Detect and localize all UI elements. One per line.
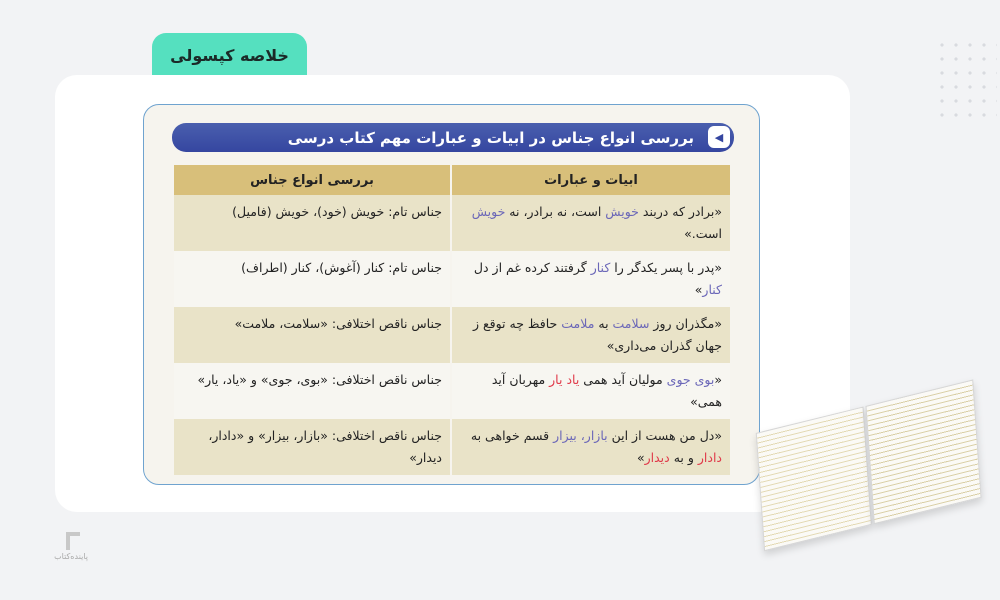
verse-cell: «مگذران روز سلامت به ملامت حافظ چه توقع ز جهان گذران می‌داری» — [451, 307, 730, 363]
table-row — [173, 419, 730, 475]
book-right-page — [865, 379, 981, 524]
verse-cell: «بوی جوی مولیان آید همی یاد یار مهربان آید همی» — [451, 363, 730, 419]
analysis-cell: جناس ناقص اختلافی: «بازار، بیزار» و «دادار، دیدار» — [173, 419, 451, 475]
verse-cell: «دل من هست از این بازار، بیزار قسم خواهی به دادار و به دیدار» — [451, 419, 730, 475]
table-row — [173, 307, 730, 363]
excerpt-title: بررسی انواع جناس در ابیات و عبارات مهم کتاب درسی — [287, 128, 694, 147]
verse-cell: «پدر با پسر یکدگر را کنار گرفتند کرده غم از دل کنار» — [451, 251, 730, 307]
textbook-excerpt — [143, 104, 760, 485]
section-tab: خلاصه کپسولی — [152, 33, 307, 77]
brand-logo — [54, 532, 88, 561]
column-header-verses: ابیات و عبارات — [451, 165, 730, 195]
column-header-analysis: بررسی انواع جناس — [173, 165, 451, 195]
analysis-cell: جناس تام: کنار (آغوش)، کنار (اطراف) — [173, 251, 451, 307]
logo-text: پاینده‌کتاب — [54, 552, 88, 561]
triangle-left-icon: ◀ — [708, 126, 730, 148]
table-row — [173, 195, 730, 251]
analysis-cell: جناس ناقص اختلافی: «بوی، جوی» و «یاد، یار» — [173, 363, 451, 419]
analysis-cell: جناس ناقص اختلافی: «سلامت، ملامت» — [173, 307, 451, 363]
jenas-table — [172, 165, 730, 475]
logo-mark-icon — [66, 532, 80, 550]
verse-cell: «برادر که دربند خویش است، نه برادر، نه خویش است.» — [451, 195, 730, 251]
table-row — [173, 251, 730, 307]
excerpt-title-bar — [172, 123, 734, 152]
table-row — [173, 363, 730, 419]
decorative-dots — [935, 38, 997, 118]
analysis-cell: جناس تام: خویش (خود)، خویش (فامیل) — [173, 195, 451, 251]
book-left-page — [756, 406, 872, 551]
